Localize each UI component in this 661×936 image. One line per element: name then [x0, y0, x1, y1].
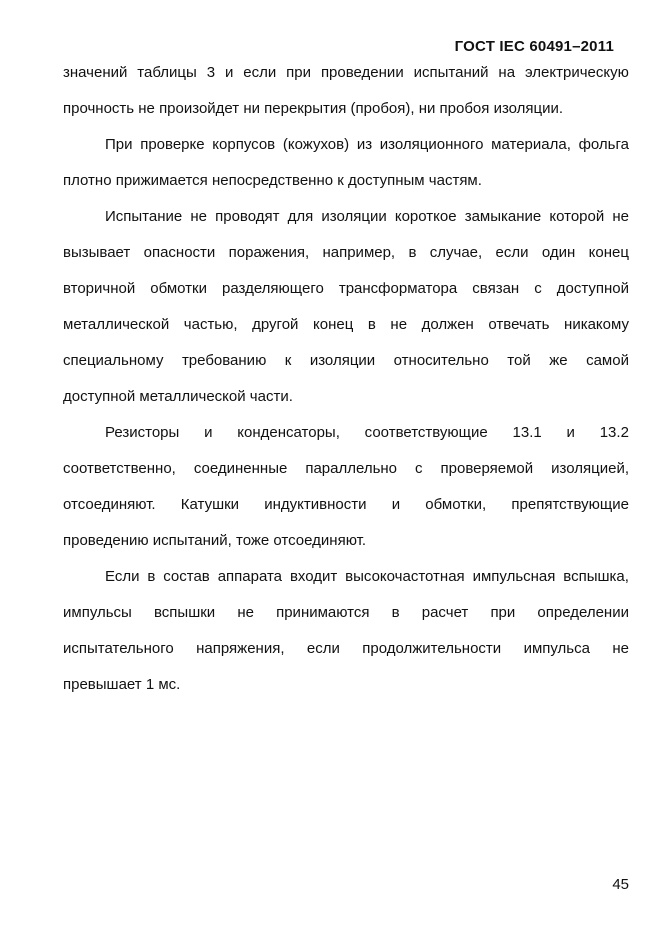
text-line [63, 487, 629, 523]
word: аппарата [217, 568, 283, 585]
word: индуктивности [264, 496, 367, 513]
word: не [190, 208, 207, 225]
word: изоляцией, [551, 460, 629, 477]
word: специальному [63, 352, 164, 369]
word: входит [289, 568, 338, 585]
word: При [105, 136, 133, 153]
text-line [63, 559, 629, 595]
word: никакому [564, 316, 629, 333]
word: на [498, 64, 516, 81]
word: импульса [523, 640, 590, 657]
word: не [612, 208, 629, 225]
word: изоляции [309, 352, 376, 369]
text-line [63, 127, 629, 163]
word: продолжительности [362, 640, 502, 657]
paragraph [63, 55, 629, 127]
word: к [284, 352, 292, 369]
word: вызывает [63, 244, 131, 261]
word: металлической [63, 316, 170, 333]
word: вспышка, [563, 568, 629, 585]
word: связан [472, 280, 520, 297]
text-line [63, 595, 629, 631]
word: и [204, 424, 213, 441]
word: частью, [183, 316, 238, 333]
word: соединенные [193, 460, 288, 477]
paragraph [63, 199, 629, 415]
word: проверке [140, 136, 205, 153]
word: расчет [421, 604, 469, 621]
text-line [63, 631, 629, 667]
word: в [367, 316, 376, 333]
text-line [63, 451, 629, 487]
word: не [612, 640, 629, 657]
word: Испытание [105, 208, 183, 225]
text-line: прочность не произойдет ни перекрытия (пробоя), ни пробоя изоляции. [63, 100, 564, 117]
word: для [287, 208, 314, 225]
word: 13.2 [599, 424, 629, 441]
word: напряжения, [196, 640, 285, 657]
word: Катушки [180, 496, 240, 513]
word: изоляции [321, 208, 387, 225]
word: корпусов [212, 136, 276, 153]
text-line: доступной металлической части. [63, 388, 293, 405]
word: относительно [393, 352, 489, 369]
word: принимаются [276, 604, 370, 621]
standard-header: ГОСТ IEC 60491–2011 [454, 38, 614, 55]
word: электрическую [524, 64, 629, 81]
word: таблицы [137, 64, 197, 81]
word: которой [549, 208, 605, 225]
word: 3 [206, 64, 216, 81]
word: при [490, 604, 516, 621]
word: препятствующие [511, 496, 629, 513]
text-line: превышает 1 мс. [63, 676, 181, 693]
word: в [391, 604, 400, 621]
word: в [408, 244, 417, 261]
word: изоляционного [379, 136, 484, 153]
text-line [63, 55, 629, 91]
word: самой [586, 352, 629, 369]
word: той [507, 352, 531, 369]
word: должен [421, 316, 474, 333]
word: проверяемой [440, 460, 534, 477]
word: один [541, 244, 576, 261]
word: требованию [181, 352, 267, 369]
word: разделяющего [222, 280, 324, 297]
word: проведении [320, 64, 404, 81]
word: вспышки [153, 604, 216, 621]
word: например, [322, 244, 396, 261]
text-line [63, 415, 629, 451]
word: не [390, 316, 408, 333]
word: обмотки [150, 280, 207, 297]
word: случае, [429, 244, 483, 261]
word: поражения, [228, 244, 310, 261]
word: не [237, 604, 254, 621]
text-line: плотно прижимается непосредственно к доступным частям. [63, 172, 482, 189]
word: проводят [215, 208, 280, 225]
word: вторичной [63, 280, 136, 297]
word: при [286, 64, 312, 81]
word: если [306, 640, 340, 657]
word: испытаний [413, 64, 489, 81]
word: и [224, 64, 234, 81]
text-line [63, 271, 629, 307]
word: отсоединяют. [63, 496, 156, 513]
word: отвечать [488, 316, 550, 333]
word: конденсаторы, [237, 424, 340, 441]
word: трансформатора [338, 280, 458, 297]
word: с [534, 280, 542, 297]
word: параллельно [305, 460, 398, 477]
word: 13.1 [512, 424, 542, 441]
word: доступной [556, 280, 629, 297]
word: из [356, 136, 373, 153]
text-line [63, 235, 629, 271]
word: же [549, 352, 568, 369]
word: импульсы [63, 604, 132, 621]
text-line [63, 199, 629, 235]
word: конец [313, 316, 354, 333]
word: значений [63, 64, 128, 81]
word: Если [105, 568, 140, 585]
word: и [566, 424, 575, 441]
word: короткое [394, 208, 457, 225]
word: если [243, 64, 277, 81]
word: высокочастотная [345, 568, 465, 585]
word: импульсная [472, 568, 556, 585]
word: определении [537, 604, 629, 621]
word: испытательного [63, 640, 174, 657]
word: (кожухов) [282, 136, 350, 153]
word: если [495, 244, 529, 261]
word: Резисторы [105, 424, 180, 441]
word: соответственно, [63, 460, 176, 477]
paragraph [63, 415, 629, 559]
word: с [415, 460, 423, 477]
text-line: проведению испытаний, тоже отсоединяют. [63, 532, 366, 549]
word: и [391, 496, 401, 513]
paragraph [63, 559, 629, 703]
word: обмотки, [425, 496, 487, 513]
word: замыкание [464, 208, 542, 225]
word: опасности [143, 244, 216, 261]
word: материала, [491, 136, 571, 153]
text-line [63, 343, 629, 379]
word: другой [252, 316, 299, 333]
paragraph [63, 127, 629, 199]
word: конец [588, 244, 629, 261]
word: соответствующие [364, 424, 488, 441]
body-text [63, 55, 629, 703]
word: фольга [578, 136, 629, 153]
word: состав [163, 568, 210, 585]
text-line [63, 307, 629, 343]
word: в [147, 568, 156, 585]
page-number: 45 [612, 876, 629, 893]
